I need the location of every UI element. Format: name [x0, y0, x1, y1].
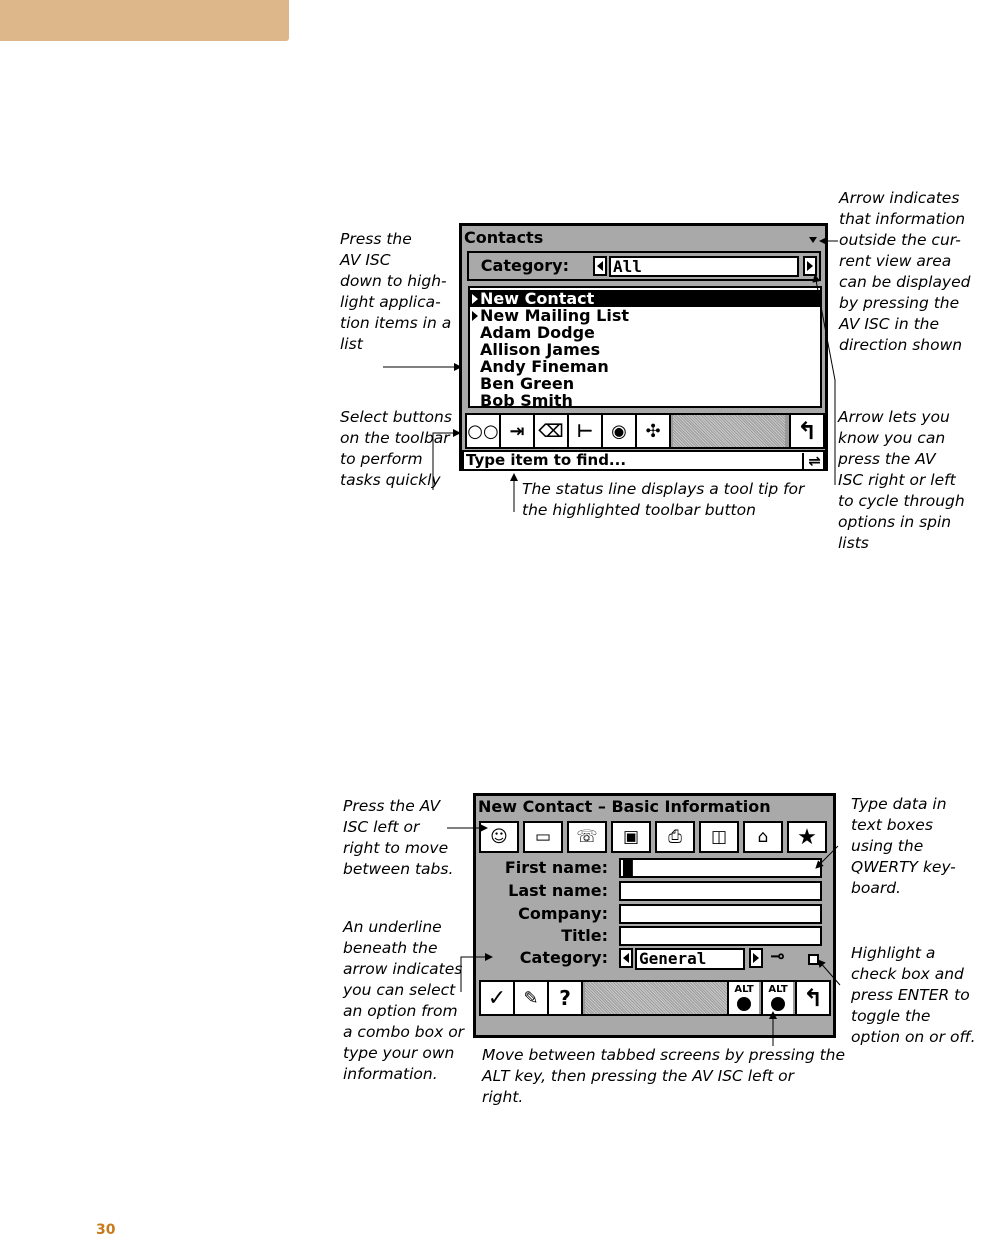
category-combo-field[interactable]: General — [635, 948, 745, 970]
key-icon: ⊸ — [770, 946, 786, 967]
field-label: Last name: — [508, 881, 608, 900]
globe-icon[interactable]: ◉ — [603, 415, 637, 447]
note-arrow-indicates: Arrow indicates that information outside the cur- rent view area can be displayed by pressing the AV ISC in the direction shown — [839, 189, 971, 354]
help-button[interactable]: ? — [549, 982, 583, 1014]
notes-button[interactable]: ✎ — [515, 982, 549, 1014]
note-move-between: Move between tabbed screens by pressing the ALT key, then pressing the AV ISC left or right. — [482, 1046, 846, 1106]
status-text: Type item to find... — [466, 451, 627, 469]
alt-label: ALT — [734, 984, 754, 995]
tree-icon[interactable]: ⊢ — [569, 415, 603, 447]
category-spin-field[interactable]: All — [609, 256, 799, 277]
list-item-label: Andy Fineman — [480, 357, 609, 376]
phone-icon[interactable]: ☏ — [567, 821, 607, 853]
category-label: Category: — [480, 256, 569, 275]
screen-title: Contacts — [464, 228, 544, 247]
callout-textbox — [816, 846, 838, 868]
note-select-buttons: Select buttons on the toolbar to perform tasks quickly — [340, 408, 452, 489]
note-press-navisc-down: Press the AV ISC down to high- light applica- tion items in a list — [340, 230, 452, 353]
list-item-label: Allison James — [480, 340, 601, 359]
status-toggle-icon[interactable]: ⇌ — [802, 453, 821, 469]
callout-spin — [815, 275, 835, 485]
field-label: Title: — [561, 926, 608, 945]
briefcase-icon[interactable]: ◫ — [699, 821, 739, 853]
field-label: First name: — [504, 858, 608, 877]
text-field[interactable]: █ — [619, 858, 822, 878]
alt-label: ALT — [768, 984, 788, 995]
callout-checkbox — [818, 960, 840, 985]
return-button[interactable]: ↰ — [789, 415, 823, 447]
page-number: 30 — [96, 1222, 116, 1238]
glasses-icon[interactable]: ○○ — [467, 415, 501, 447]
printer-icon[interactable]: ⎙ — [655, 821, 695, 853]
card-icon[interactable]: ▭ — [523, 821, 563, 853]
note-underline: An underline beneath the arrow indicates you can select an option from a combo box or type your own information. — [343, 918, 465, 1083]
list-item-label: New Mailing List — [480, 306, 630, 325]
note-type-data: Type data in text boxes using the QWERTY key- board. — [851, 795, 956, 897]
callout-toolbar — [433, 433, 460, 490]
return-button[interactable]: ↰ — [795, 982, 829, 1014]
note-highlight: Highlight a check box and press ENTER to toggle the option on or off. — [851, 944, 976, 1046]
list-item-label: Bob Smith — [480, 391, 573, 410]
note-press-navisc-tabs: Press the AV ISC left or right to move between tabs. — [343, 797, 454, 878]
note-status-line: The status line displays a tool tip for the highlighted toolbar button — [522, 480, 805, 519]
delete-icon[interactable]: ⌫ — [535, 415, 569, 447]
callout-combo — [461, 957, 492, 992]
transfer-icon[interactable]: ⇥ — [501, 415, 535, 447]
star-icon[interactable]: ★ — [787, 821, 827, 853]
category-label: Category: — [519, 948, 608, 967]
note-arrow-lets: Arrow lets you know you can press the AV ISC right or left to cycle through options in spin lists — [838, 408, 965, 552]
puzzle-icon[interactable]: ✣ — [637, 415, 671, 447]
computer-icon[interactable]: ▣ — [611, 821, 651, 853]
list-item-label: Ben Green — [480, 374, 575, 393]
screen-title: New Contact – Basic Information — [478, 797, 771, 816]
field-label: Company: — [518, 904, 608, 923]
person-icon[interactable]: ☺ — [479, 821, 519, 853]
check-button[interactable]: ✓ — [481, 982, 515, 1014]
list-item-label: Adam Dodge — [480, 323, 595, 342]
list-item-label: New Contact — [480, 289, 595, 308]
house-icon[interactable]: ⌂ — [743, 821, 783, 853]
